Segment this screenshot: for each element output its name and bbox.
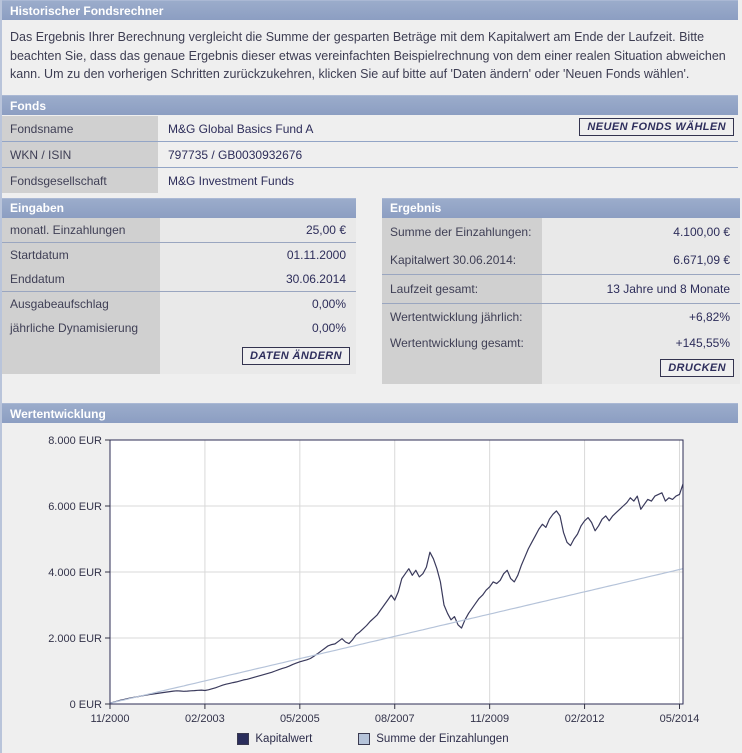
ergebnis-row-kapitalwert xyxy=(382,246,740,275)
y-axis-tick-label: 0 EUR xyxy=(69,699,102,711)
eingaben-header: Eingaben xyxy=(2,198,356,218)
page-title: Historischer Fondsrechner xyxy=(2,0,738,20)
x-axis-tick-label: 08/2007 xyxy=(374,713,415,725)
fonds-row-fondsgesellschaft xyxy=(2,168,738,193)
ergebnis-row-wertentwicklung-jaehrlich xyxy=(382,304,740,330)
fonds-row-wkn-isin xyxy=(2,142,738,168)
neuen-fonds-waehlen-button[interactable]: NEUEN FONDS WÄHLEN xyxy=(579,118,734,136)
ausgabeaufschlag-value: 0,00% xyxy=(311,297,346,311)
y-axis-tick-label: 4.000 EUR xyxy=(48,567,102,579)
x-axis-tick-label: 11/2000 xyxy=(90,713,130,725)
wertentwicklung-gesamt-label: Wertentwicklung gesamt: xyxy=(390,336,524,350)
eingaben-row-einzahlungen xyxy=(2,218,356,243)
chart-legend xyxy=(2,733,742,745)
x-axis-tick-label: 11/2009 xyxy=(470,713,510,725)
enddatum-value: 30.06.2014 xyxy=(285,272,346,286)
eingaben-row-dynamisierung xyxy=(2,316,356,340)
summe-einzahlungen-value: 4.100,00 € xyxy=(673,225,730,239)
wkn-isin-label: WKN / ISIN xyxy=(2,142,158,167)
y-axis-tick-label: 2.000 EUR xyxy=(48,633,102,645)
dynamisierung-label: jährliche Dynamisierung xyxy=(10,321,139,335)
daten-aendern-button[interactable]: DATEN ÄNDERN xyxy=(242,347,350,365)
legend-item-kapitalwert xyxy=(237,733,312,745)
laufzeit-label: Laufzeit gesamt: xyxy=(390,282,479,296)
wertentwicklung-jaehrlich-value: +6,82% xyxy=(688,310,730,324)
y-axis-tick-label: 8.000 EUR xyxy=(48,435,102,447)
drucken-button[interactable]: DRUCKEN xyxy=(660,359,734,377)
fondsname-value: M&G Global Basics Fund A xyxy=(168,121,314,136)
ausgabeaufschlag-label: Ausgabeaufschlag xyxy=(10,297,109,311)
eingaben-row-enddatum xyxy=(2,267,356,292)
einzahlungen-legend-label: Summe der Einzahlungen xyxy=(376,733,509,745)
wertentwicklung-section-header: Wertentwicklung xyxy=(2,403,738,423)
wkn-isin-value: 797735 / GB0030932676 xyxy=(168,147,303,162)
enddatum-label: Enddatum xyxy=(10,272,65,286)
fondsgesellschaft-value: M&G Investment Funds xyxy=(168,173,295,188)
laufzeit-value: 13 Jahre und 8 Monate xyxy=(606,282,730,296)
ergebnis-row-wertentwicklung-gesamt xyxy=(382,330,740,356)
ergebnis-header: Ergebnis xyxy=(382,198,740,218)
ergebnis-row-laufzeit xyxy=(382,275,740,304)
monatl-einzahlungen-value: 25,00 € xyxy=(305,223,346,237)
kapitalwert-legend-swatch xyxy=(237,733,249,745)
ergebnis-row-summe xyxy=(382,218,740,246)
eingaben-row-ausgabeaufschlag xyxy=(2,292,356,316)
wertentwicklung-gesamt-value: +145,55% xyxy=(675,336,730,350)
x-axis-tick-label: 05/2014 xyxy=(659,713,700,725)
y-axis-tick-label: 6.000 EUR xyxy=(48,501,102,513)
x-axis-tick-label: 05/2005 xyxy=(279,713,320,725)
dynamisierung-value: 0,00% xyxy=(311,321,346,335)
fondsgesellschaft-label: Fondsgesellschaft xyxy=(2,168,158,193)
startdatum-label: Startdatum xyxy=(10,248,69,262)
summe-einzahlungen-label: Summe der Einzahlungen: xyxy=(390,225,532,239)
wertentwicklung-jaehrlich-label: Wertentwicklung jährlich: xyxy=(390,310,523,324)
monatl-einzahlungen-label: monatl. Einzahlungen xyxy=(10,223,126,237)
kapitalwert-value: 6.671,09 € xyxy=(673,253,730,267)
kapitalwert-legend-label: Kapitalwert xyxy=(255,733,313,745)
eingaben-row-startdatum xyxy=(2,243,356,267)
ergebnis-panel xyxy=(382,198,740,384)
kapitalwert-label: Kapitalwert 30.06.2014: xyxy=(390,253,517,267)
legend-item-einzahlungen xyxy=(358,733,508,745)
wertentwicklung-chart xyxy=(2,425,742,753)
x-axis-tick-label: 02/2003 xyxy=(185,713,225,725)
intro-text: Das Ergebnis Ihrer Berechnung vergleicht die Summe der gesparten Beträge mit dem Kapitalwert am Ende der Laufzeit. Bitte beachten Sie, dass das genaue Ergebnis dieser etwas vereinfachten Beispielrechnung von dem einer realen Situation abweichen kann. Um zu den vorherigen Schritten zurückzukehren, klicken Sie auf bitte auf 'Daten ändern' oder 'Neuen Fonds wählen'. xyxy=(10,30,726,81)
startdatum-value: 01.11.2000 xyxy=(286,248,346,262)
fondsname-label: Fondsname xyxy=(2,116,158,141)
fonds-section-header: Fonds xyxy=(2,95,738,115)
einzahlungen-legend-swatch xyxy=(358,733,370,745)
eingaben-panel xyxy=(2,198,356,374)
x-axis-tick-label: 02/2012 xyxy=(564,713,605,725)
